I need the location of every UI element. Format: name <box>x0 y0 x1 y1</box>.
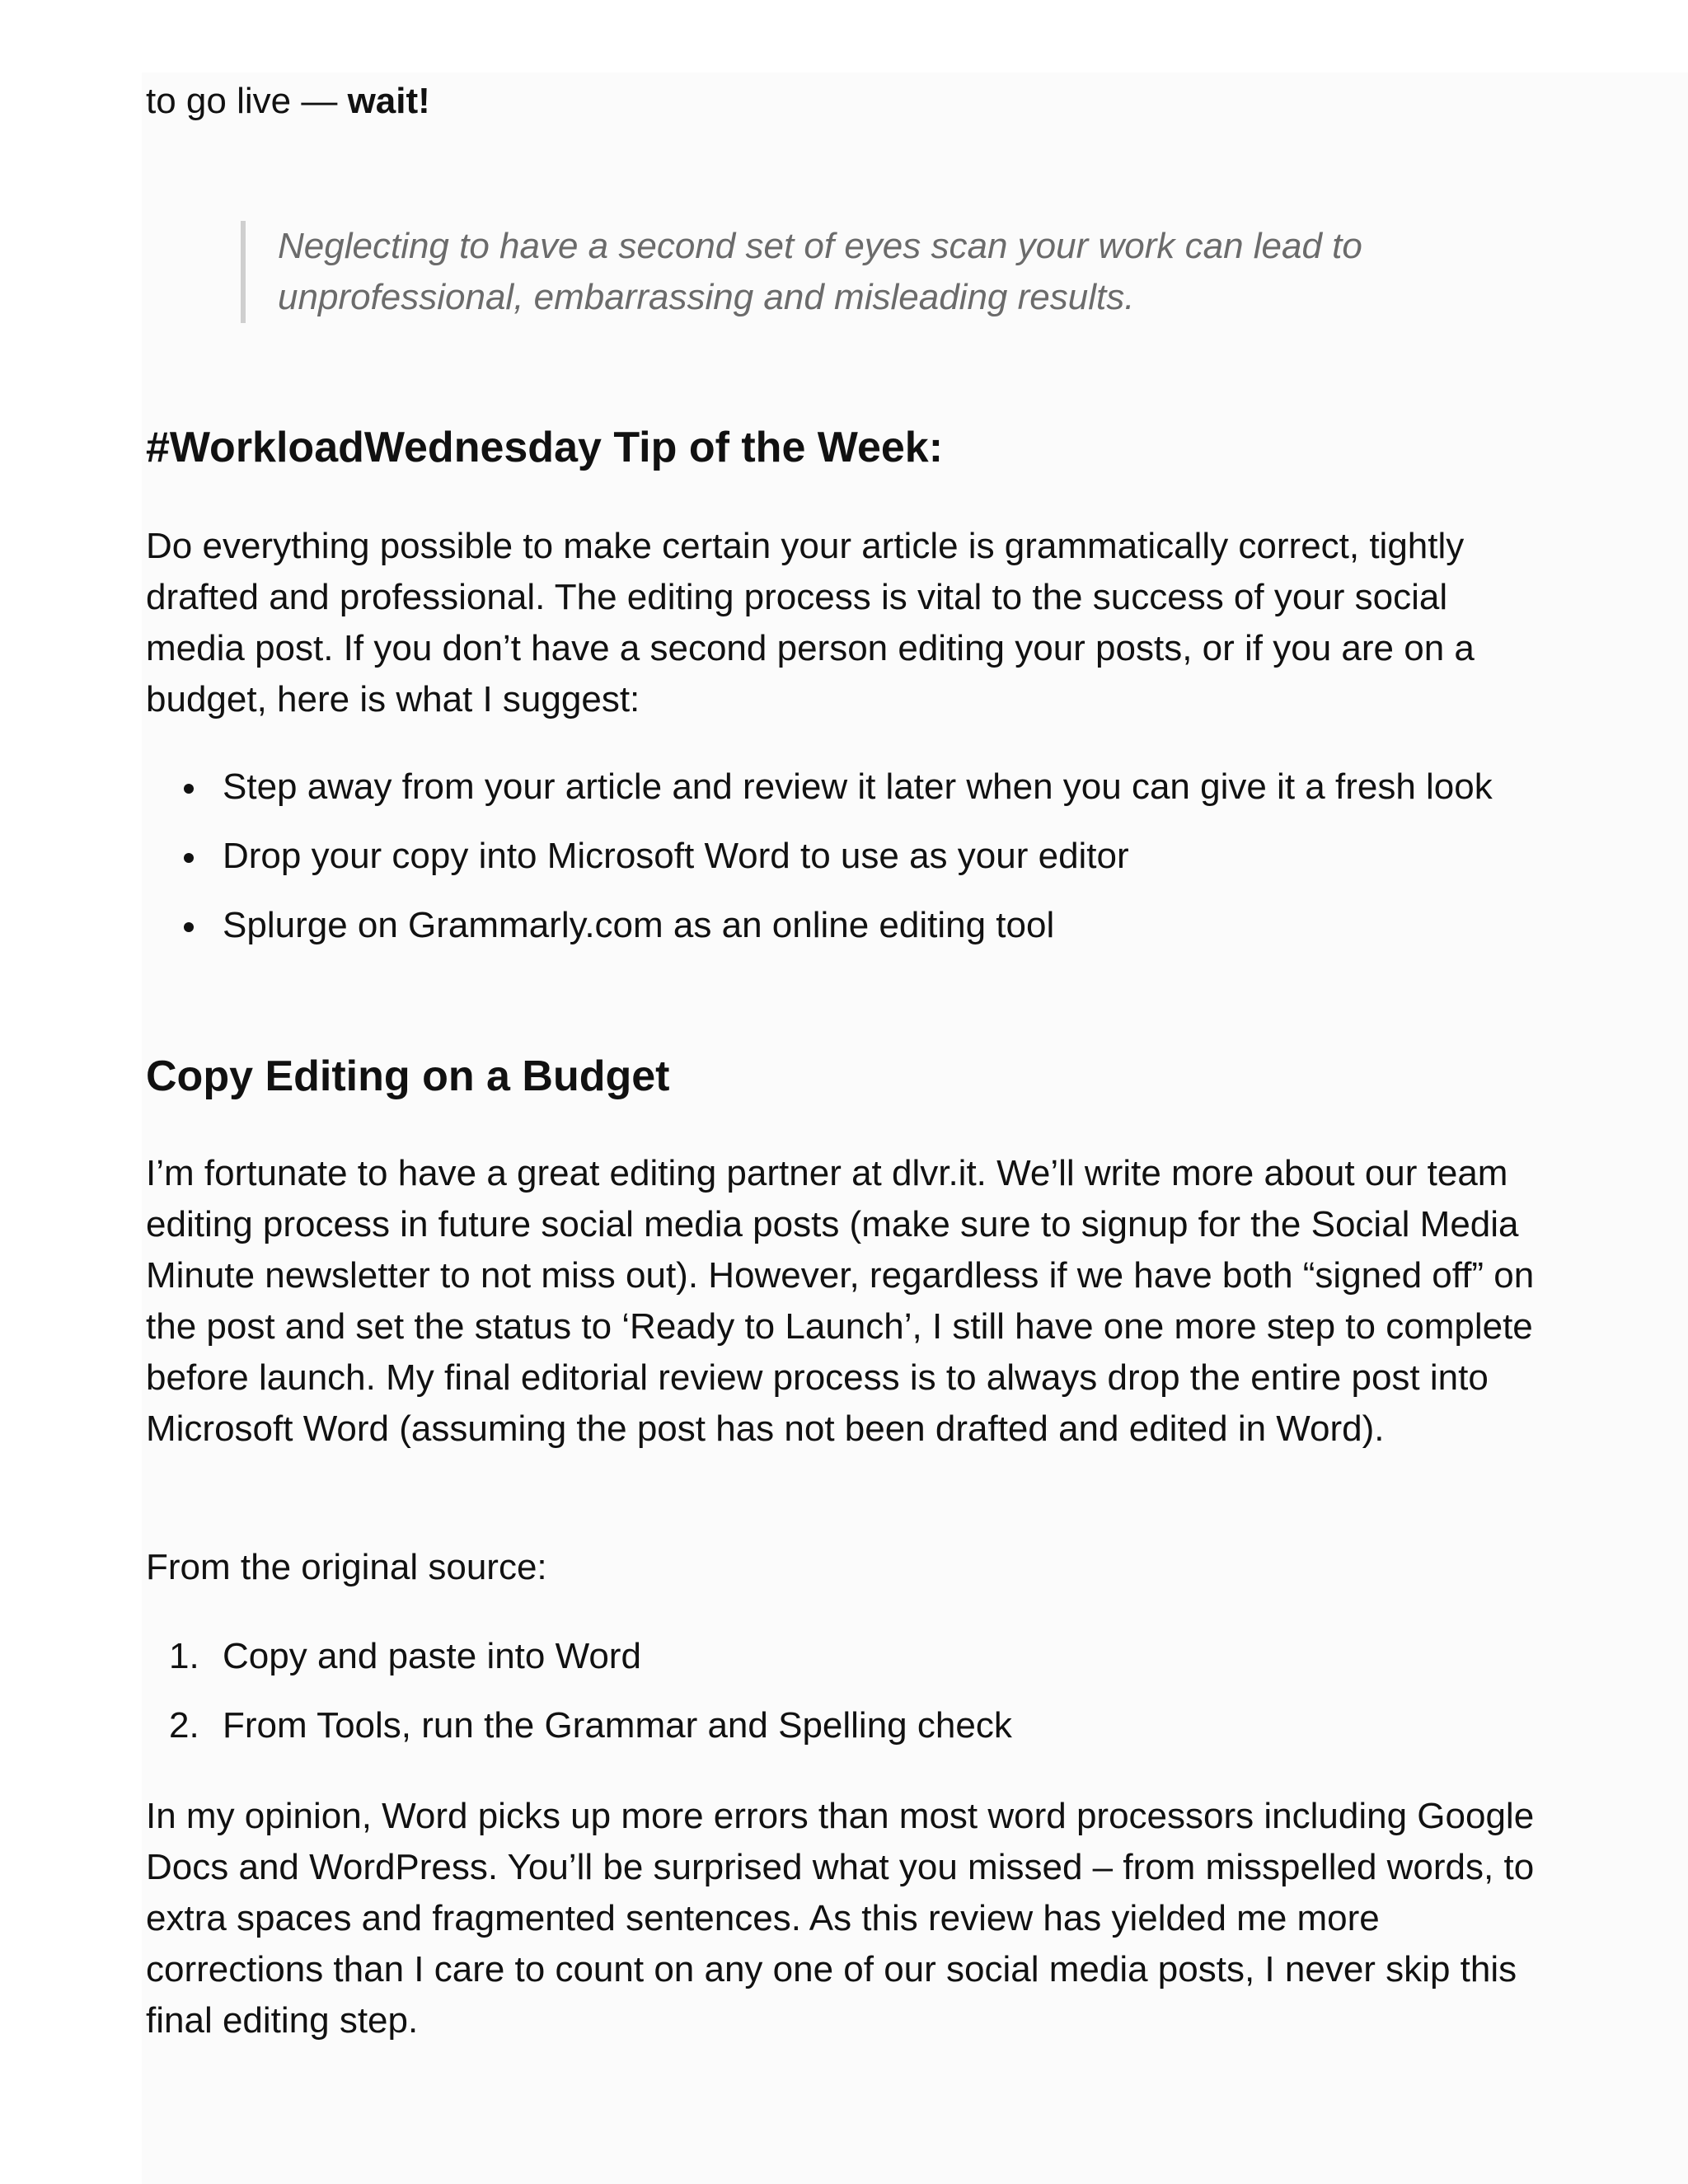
intro-emphasis: wait! <box>347 81 430 121</box>
bullet-item: Step away from your article and review it later when you can give it a fresh look <box>146 762 1547 813</box>
step-number: 2. <box>169 1705 199 1746</box>
conclusion-paragraph: In my opinion, Word picks up more errors than most word processors including Google Docs and WordPress. You’ll be surprised what you missed – from misspelled words, to extra spaces and fragmented sentences. As this review has yielded me more corrections than I care to count on any one of our social media posts, I never skip this final editing step. <box>146 1796 1535 2041</box>
steps-list <box>146 1631 1547 1769</box>
step-item <box>146 1631 1547 1682</box>
intro-line <box>146 76 430 127</box>
pull-quote: Neglecting to have a second set of eyes scan your work can lead to unprofessional, embarrassing and misleading results. <box>241 221 1564 323</box>
section-heading-tip: #WorkloadWednesday Tip of the Week: <box>146 424 944 471</box>
step-text: Copy and paste into Word <box>223 1636 641 1676</box>
step-number: 1. <box>169 1636 199 1676</box>
step-item <box>146 1700 1547 1751</box>
step-text: From Tools, run the Grammar and Spelling check <box>223 1705 1012 1746</box>
tip-paragraph: Do everything possible to make certain your article is grammatically correct, tightly drafted and professional. The editing process is vital to the success of your social media post. If you don’t have a second person editing your posts, or if you are on a budget, here is what I suggest: <box>146 526 1475 719</box>
bullet-item: Splurge on Grammarly.com as an online editing tool <box>146 900 1547 951</box>
section-heading-copy-editing: Copy Editing on a Budget <box>146 1052 670 1100</box>
tip-bullet-list <box>146 762 1547 969</box>
copy-editing-paragraph: I’m fortunate to have a great editing partner at dlvr.it. We’ll write more about our team editing process in future social media posts (make sure to signup for the Social Media Minute newsletter to not miss out). However, regardless if we have both “signed off” on the post and set the status to ‘Ready to Launch’, I still have one more step to complete before launch. My final editorial review process is to always drop the entire post into Microsoft Word (assuming the post has not been drafted and edited in Word). <box>146 1153 1535 1449</box>
source-intro-paragraph: From the original source: <box>146 1547 547 1587</box>
intro-text: to go live — <box>146 81 348 121</box>
bullet-item: Drop your copy into Microsoft Word to use as your editor <box>146 831 1547 882</box>
